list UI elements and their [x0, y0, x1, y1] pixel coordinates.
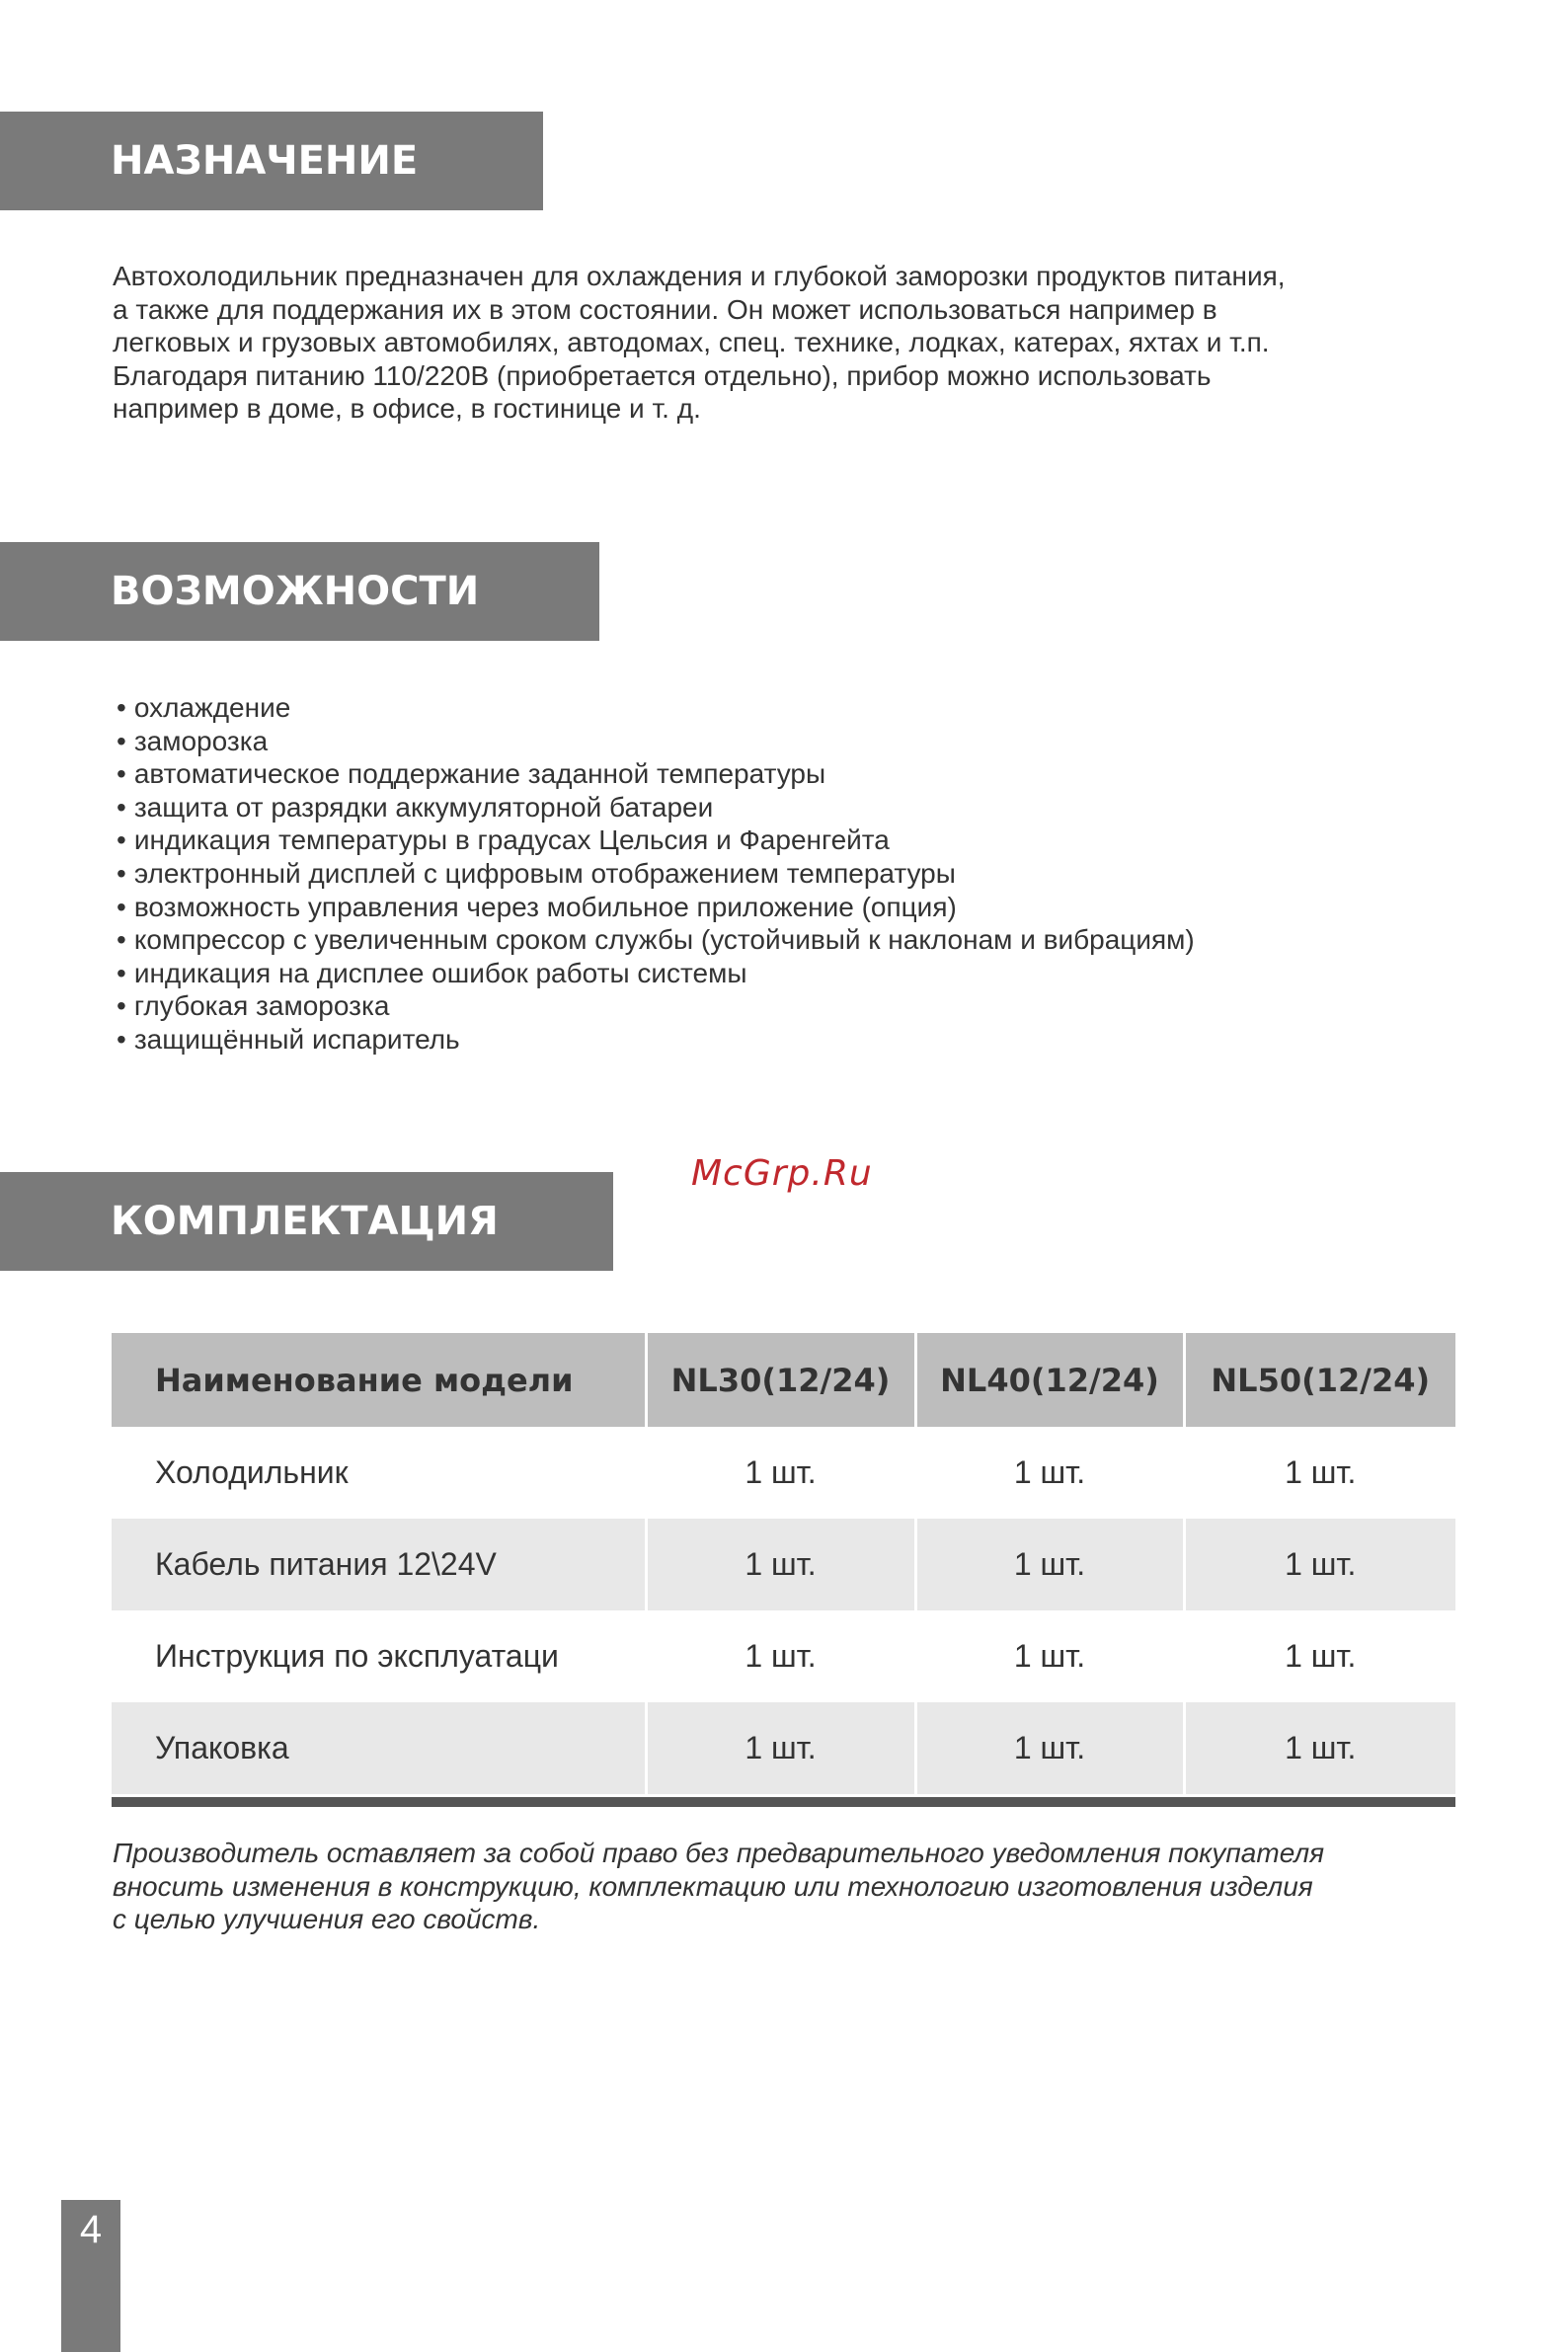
feature-item: • защищённый испаритель: [117, 1023, 1479, 1057]
header-nl40: NL40(12/24): [915, 1333, 1184, 1427]
feature-item: • индикация на дисплее ошибок работы системы: [117, 957, 1479, 990]
header-model-name: Наименование модели: [112, 1333, 646, 1427]
section-title-features: ВОЗМОЖНОСТИ: [0, 542, 599, 641]
section-title-package: КОМПЛЕКТАЦИЯ: [0, 1172, 613, 1271]
row-qty-nl50: 1 шт.: [1184, 1702, 1455, 1794]
package-table: [112, 1333, 1455, 1794]
page-number: 4: [79, 2208, 103, 2251]
disclaimer-note: [113, 1837, 1475, 1936]
feature-item: • заморозка: [117, 725, 1479, 758]
row-item-name: Инструкция по эксплуатаци: [112, 1610, 646, 1702]
feature-item: • электронный дисплей с цифровым отображением температуры: [117, 857, 1479, 891]
row-qty-nl30: 1 шт.: [646, 1610, 915, 1702]
header-nl50: NL50(12/24): [1184, 1333, 1455, 1427]
table-row: [112, 1610, 1455, 1702]
row-qty-nl40: 1 шт.: [915, 1610, 1184, 1702]
feature-item: • автоматическое поддержание заданной температуры: [117, 757, 1479, 791]
feature-item: • компрессор с увеличенным сроком службы (устойчивый к наклонам и вибрациям): [117, 923, 1479, 957]
table-row: [112, 1702, 1455, 1794]
note-line: вносить изменения в конструкцию, комплектацию или технологию изготовления изделия: [113, 1870, 1313, 1902]
row-qty-nl30: 1 шт.: [646, 1702, 915, 1794]
purpose-line: легковых и грузовых автомобилях, автодомах, спец. технике, лодках, катерах, яхтах и т.п.: [113, 327, 1270, 358]
row-qty-nl40: 1 шт.: [915, 1702, 1184, 1794]
section-title-purpose: НАЗНАЧЕНИЕ: [0, 112, 543, 210]
row-qty-nl50: 1 шт.: [1184, 1519, 1455, 1610]
row-qty-nl30: 1 шт.: [646, 1519, 915, 1610]
purpose-line: Благодаря питанию 110/220В (приобретается отдельно), прибор можно использовать: [113, 359, 1212, 391]
row-qty-nl40: 1 шт.: [915, 1427, 1184, 1519]
feature-item: • защита от разрядки аккумуляторной батареи: [117, 791, 1479, 824]
row-qty-nl50: 1 шт.: [1184, 1610, 1455, 1702]
feature-item: • охлаждение: [117, 691, 1479, 725]
feature-item: • возможность управления через мобильное приложение (опция): [117, 891, 1479, 924]
feature-item: • глубокая заморозка: [117, 989, 1479, 1023]
row-qty-nl50: 1 шт.: [1184, 1427, 1455, 1519]
purpose-line: например в доме, в офисе, в гостинице и т. д.: [113, 393, 701, 425]
purpose-paragraph: [113, 260, 1475, 426]
watermark: McGrp.Ru: [691, 1153, 873, 1194]
row-item-name: Кабель питания 12\24V: [112, 1519, 646, 1610]
purpose-line: а также для поддержания их в этом состоянии. Он может использоваться например в: [113, 293, 1217, 325]
note-line: Производитель оставляет за собой право без предварительного уведомления покупателя: [113, 1838, 1325, 1868]
table-bottom-rule: [112, 1797, 1455, 1807]
row-item-name: Холодильник: [112, 1427, 646, 1519]
row-qty-nl40: 1 шт.: [915, 1519, 1184, 1610]
table-header-row: [112, 1333, 1455, 1427]
table-row: [112, 1427, 1455, 1519]
row-qty-nl30: 1 шт.: [646, 1427, 915, 1519]
note-line: с целью улучшения его свойств.: [113, 1904, 541, 1935]
feature-item: • индикация температуры в градусах Цельсия и Фаренгейта: [117, 823, 1479, 857]
header-nl30: NL30(12/24): [646, 1333, 915, 1427]
purpose-line: Автохолодильник предназначен для охлаждения и глубокой заморозки продуктов питания,: [113, 261, 1286, 291]
features-list: [117, 691, 1479, 1057]
table-row: [112, 1519, 1455, 1610]
row-item-name: Упаковка: [112, 1702, 646, 1794]
